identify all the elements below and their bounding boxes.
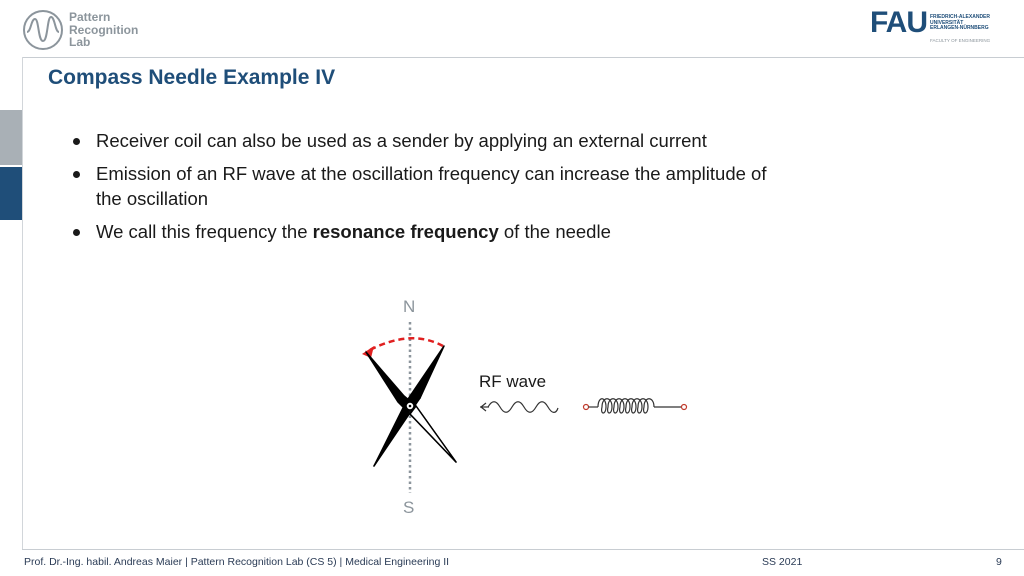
bullet-text-after: of the needle — [498, 221, 611, 242]
coil-terminal-right — [682, 405, 687, 410]
fau-university-name: FRIEDRICH-ALEXANDER UNIVERSITÄT ERLANGEN-NÜRNBERG — [930, 14, 990, 32]
bullet-list — [70, 128, 770, 252]
compass-needle-figure — [340, 290, 710, 525]
south-label: S — [403, 498, 415, 517]
bullet-item — [70, 219, 770, 244]
page-number: 9 — [996, 556, 1002, 568]
bullet-text: Emission of an RF wave at the oscillation frequency can increase the amplitude of the oscillation — [96, 163, 767, 209]
bullet-dot-icon — [73, 138, 80, 145]
pivot-center — [409, 405, 412, 408]
fau-faculty: FACULTY OF ENGINEERING — [930, 38, 991, 43]
rotation-arc — [366, 338, 443, 352]
bullet-text-before: We call this frequency the — [96, 221, 313, 242]
coil-terminal-left — [584, 405, 589, 410]
north-label: N — [403, 297, 416, 316]
lab-logo-text: Pattern Recognition Lab — [69, 10, 139, 49]
slide-title: Compass Needle Example IV — [48, 66, 336, 89]
fau-logo — [870, 8, 1010, 48]
side-marker-grey — [0, 110, 22, 165]
footer-divider — [22, 549, 1024, 550]
footer-text: Prof. Dr.-Ing. habil. Andreas Maier | Pattern Recognition Lab (CS 5) | Medical Engineering II — [24, 556, 450, 568]
pattern-recognition-lab-logo — [22, 9, 162, 51]
footer-date: SS 2021 — [762, 556, 803, 568]
rf-wave-icon — [488, 402, 558, 413]
bullet-text-bold: resonance frequency — [312, 221, 499, 242]
needle-one-south — [410, 406, 456, 462]
slide-header — [0, 0, 1024, 56]
bullet-text: Receiver coil can also be used as a sender by applying an external current — [96, 130, 707, 151]
bullet-item — [70, 128, 770, 153]
bullet-dot-icon — [73, 171, 80, 178]
fau-wordmark: FAU — [870, 6, 927, 39]
side-marker-blue — [0, 167, 22, 220]
rf-wave-label: RF wave — [479, 372, 547, 391]
compass-diagram — [340, 290, 710, 525]
coil-icon — [598, 399, 654, 413]
lab-logo-icon — [22, 9, 66, 51]
left-frame-line — [22, 57, 23, 550]
bullet-item — [70, 161, 770, 211]
bullet-dot-icon — [73, 229, 80, 236]
header-divider — [22, 57, 1024, 58]
